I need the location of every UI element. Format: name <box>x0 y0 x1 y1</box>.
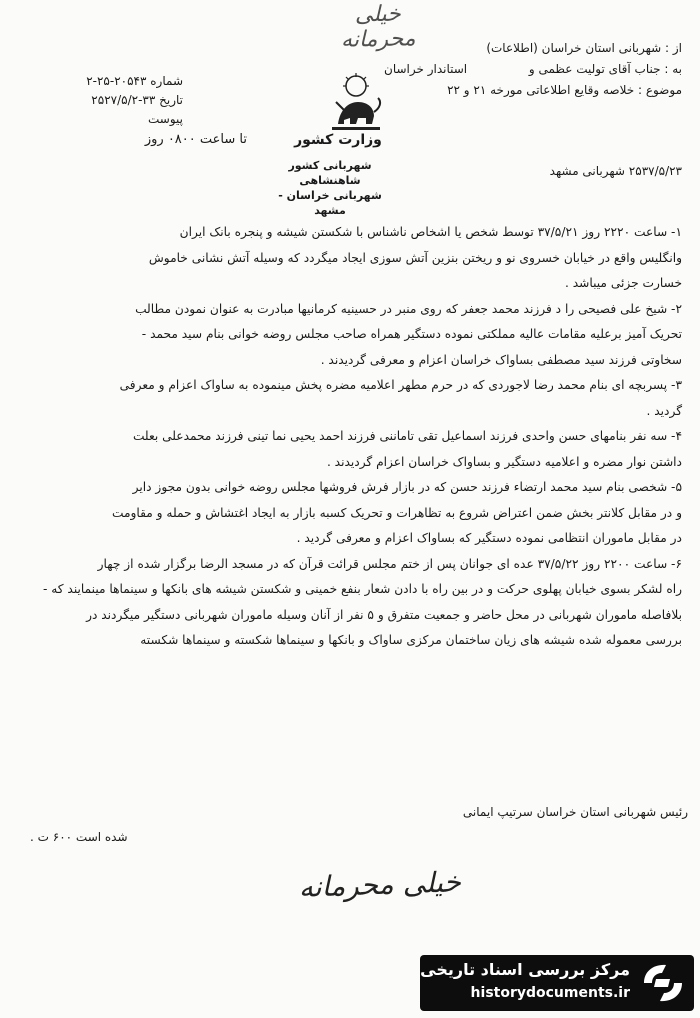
report-line: خسارت جزئی میباشد . <box>565 276 682 290</box>
document-meta <box>18 72 183 129</box>
report-line: در مقابل ماموران انتظامی نموده دستگیر که بساواک اعزام و معرفی گردید . <box>296 531 682 545</box>
document-attachment: پیوست <box>148 112 183 126</box>
office-line-1: شهربانی کشور شاهنشاهی <box>288 159 372 187</box>
report-line: بلافاصله ماموران شهربانی در محل حاضر و جمعیت متفرق و ۵ نفر از آنان وسیله ماموران شهربانی دستگیر میگردند در <box>86 607 682 622</box>
archive-logo-icon <box>640 961 686 1005</box>
report-line: ۶- ساعت ۲۲۰۰ روز ۳۷/۵/۲۲ عده ای جوانان پس از ختم مجلس قرائت قرآن که در مسجد الرضا برگزار شده از چهار <box>97 556 682 571</box>
header-subject: موضوع : خلاصه وقایع اطلاعاتی مورخه ۲۱ و ۲۲ <box>447 83 682 97</box>
report-line: ۱- ساعت ۲۲۲۰ روز ۳۷/۵/۲۱ توسط شخص یا اشخاص ناشناس با شکستن شیشه و پنجره بانک ایران <box>179 225 682 239</box>
archive-logo-title: مرکز بررسی اسناد تاریخی <box>420 960 630 979</box>
document-date: تاریخ ۳۳-۲۵۲۷/۵/۲ <box>91 93 183 107</box>
office-line-2: شهربانی خراسان - مشهد <box>278 189 382 217</box>
lion-and-sun-emblem-icon <box>328 72 384 134</box>
archive-logo[interactable] <box>420 955 694 1011</box>
signature-line: رئیس شهربانی استان خراسان سرتیپ ایمانی <box>462 805 688 819</box>
confidential-stamp: خیلی محرمانه <box>340 1 416 53</box>
report-time: تا ساعت ۰۸۰۰ روز <box>144 132 247 147</box>
report-line: بررسی معموله شده شیشه های زیان ساختمان مرکزی ساواک و بانکها و سینماها شکسته و سینماها شکسته <box>140 633 682 647</box>
report-line: و در مقابل کلانتر بخش ضمن اعتراض شروع به تظاهرات و تحریک کسبه بازار به ایجاد اغتشاش و حمله و مقاومت <box>112 505 682 520</box>
handwritten-classification: خیلی محرمانه <box>298 865 462 904</box>
header-to-right: استاندار خراسان <box>384 62 468 76</box>
report-line: سخاوتی فرزند سید مصطفی بساواک خراسان اعزام و معرفی گردیدند . <box>320 352 682 367</box>
report-line: ۲- شیخ علی فصیحی را د فرزند محمد جعفر که روی منبر در حسینیه کرمانیها مبادرت به عنوان نمودن مطالب <box>135 301 682 316</box>
report-line: ۵- شخصی بنام سید محمد ارتضاء فرزند حسن که در بازار فرش فروشها مجلس روضه خوانی بدون مجوز دایر <box>132 480 682 494</box>
report-line: وانگلیس واقع در خیابان خسروی نو و ریختن بنزین آتش سوزی ایجاد میگردد که وسیله آتش نشانی خاموش <box>148 250 682 265</box>
header-to-left: به : جناب آقای تولیت عظمی و <box>528 62 682 76</box>
report-line: گردید . <box>646 403 682 418</box>
report-line: ۴- سه نفر بنامهای حسن واحدی فرزند اسماعیل تقی تاماننی فرزند احمد یحیی نما تینی فرزند محمدعلی بعلت <box>132 429 682 443</box>
dated-place: ۲۵۳۷/۵/۲۳ شهربانی مشهد <box>549 164 682 178</box>
report-body <box>30 225 682 659</box>
report-line: راه لشکر بسوی خیابان پهلوی حرکت و در بین راه با دادن شعار بنفع خمینی و شکستن شیشه های بانکها و سینماها مینمایند که - <box>42 582 682 596</box>
letter-header <box>384 38 682 101</box>
ministry-title: وزارت کشور <box>294 132 382 148</box>
header-to <box>384 59 682 80</box>
closing-note: شده است ۶۰۰ ت . <box>30 830 128 844</box>
report-line: داشتن نوار مضره و اعلامیه دستگیر و بساواک خراسان اعزام گردیدند . <box>326 454 682 469</box>
office-block <box>275 158 385 218</box>
archive-logo-url[interactable]: historydocuments.ir <box>470 985 630 1001</box>
report-line: تحریک آمیز برعلیه مقامات عالیه مملکتی نموده دستگیر همراه صاحب مجلس روضه خوانی بنام سید محمد - <box>141 327 682 341</box>
header-from: از : شهربانی استان خراسان (اطلاعات) <box>486 41 682 55</box>
document-number: شماره ۲۰۵۴۳-۲۵-۲ <box>86 74 183 88</box>
report-line: ۳- پسربچه ای بنام محمد رضا لاجوردی که در حرم مطهر اعلامیه مضره پخش مینموده به ساواک اعزام و معرفی <box>119 378 682 392</box>
